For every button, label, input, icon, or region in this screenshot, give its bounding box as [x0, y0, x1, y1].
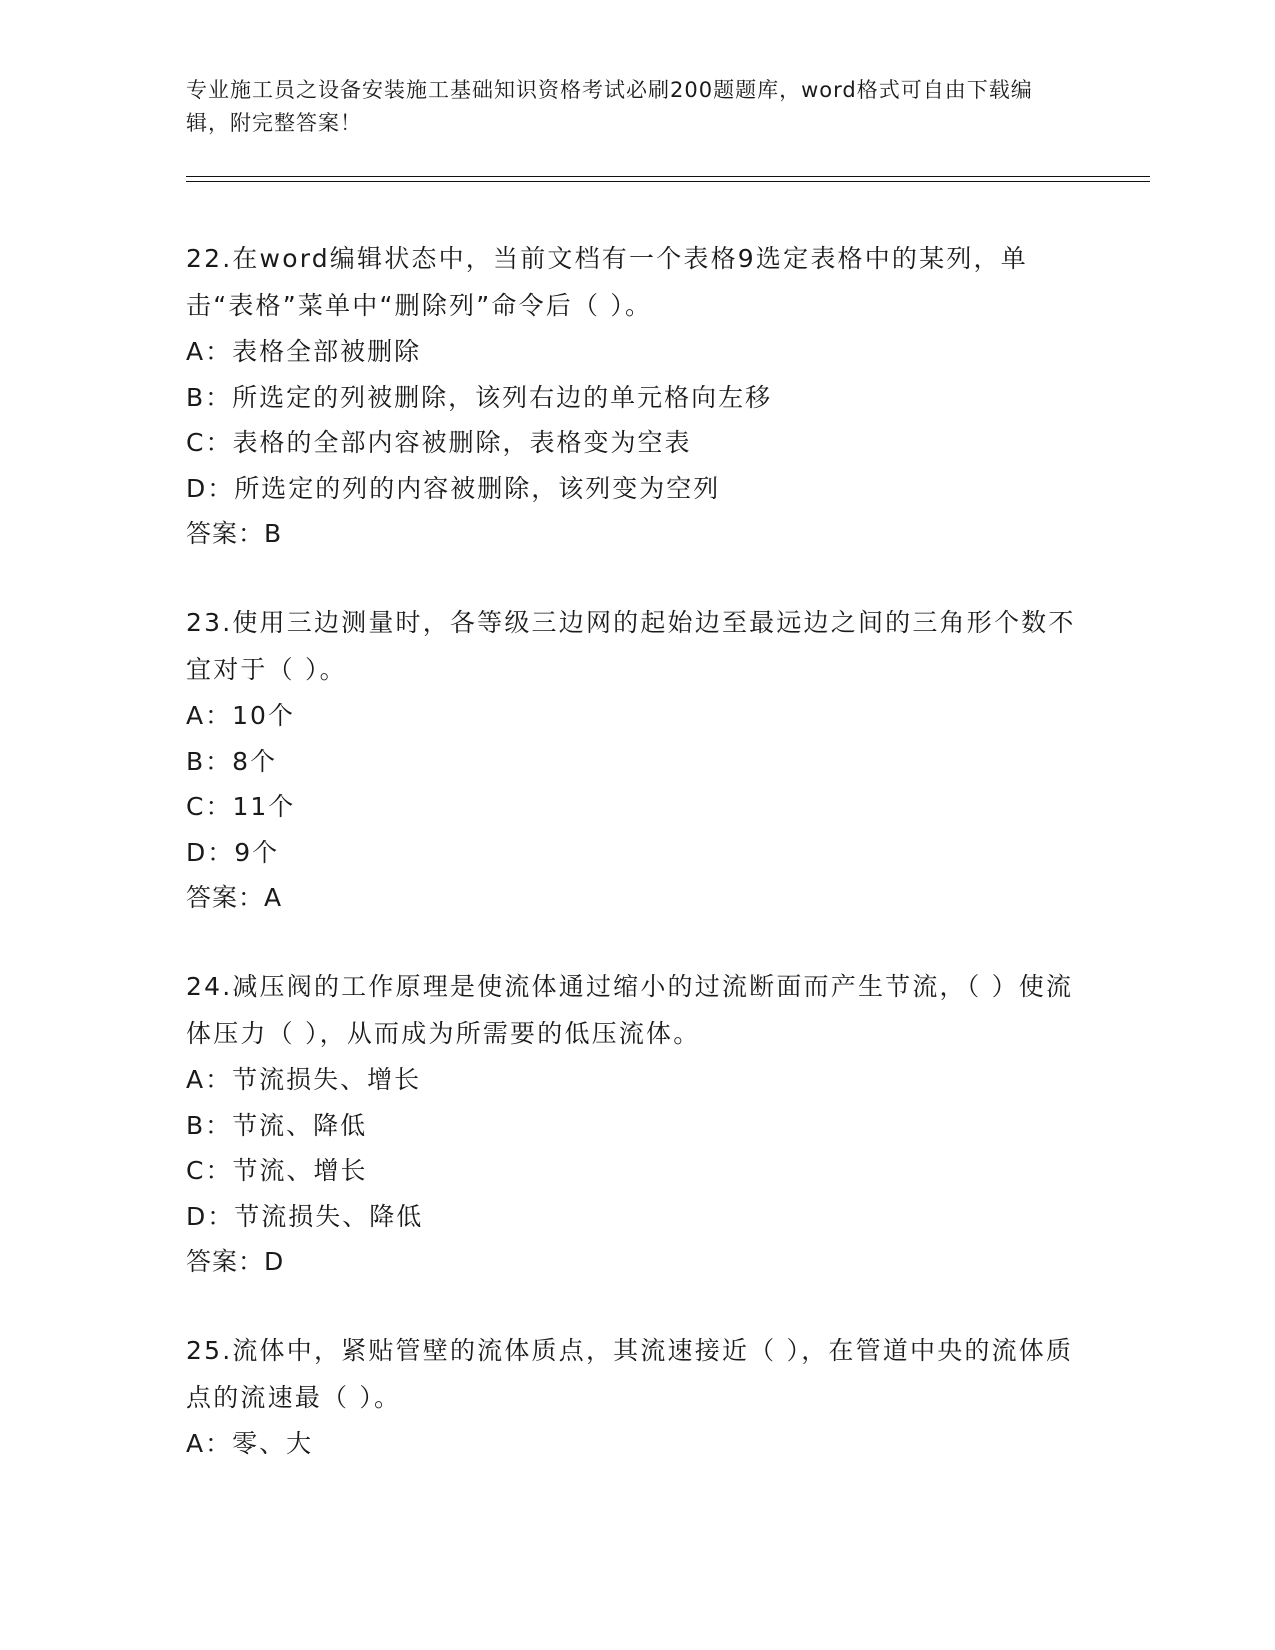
- option-b: B：所选定的列被删除，该列右边的单元格向左移: [186, 382, 773, 412]
- option-c: C：11个: [186, 792, 296, 821]
- header-text: 专业施工员之设备安装施工基础知识资格考试必刷200题题库，word格式可自由下载编辑，附完整答案！: [186, 78, 1033, 135]
- question-stem: 24.减压阀的工作原理是使流体通过缩小的过流断面而产生节流，（ ）使流体压力（ ），从而成为所需要的低压流体。: [186, 972, 1074, 1048]
- question-stem: 22.在word编辑状态中，当前文档有一个表格9选定表格中的某列，单击“表格”菜单中“删除列”命令后（ ）。: [186, 244, 1028, 320]
- question-stem: 25.流体中，紧贴管壁的流体质点，其流速接近（ ），在管道中央的流体质点的流速最（ ）。: [186, 1336, 1074, 1412]
- question-stem: 23.使用三边测量时，各等级三边网的起始边至最远边之间的三角形个数不宜对于（ ）。: [186, 608, 1076, 684]
- document-header: [186, 74, 1066, 140]
- answer-line: 答案：B: [186, 519, 283, 548]
- option-b: B：8个: [186, 746, 278, 776]
- answer-line: 答案：D: [186, 1247, 285, 1276]
- header-divider-bottom: [186, 181, 1150, 182]
- question-22: [186, 235, 1086, 557]
- question-24: [186, 963, 1086, 1285]
- question-23: [186, 599, 1086, 921]
- option-b: B：节流、降低: [186, 1110, 368, 1140]
- option-a: A：节流损失、增长: [186, 1065, 422, 1094]
- option-a: A：表格全部被删除: [186, 337, 422, 366]
- option-a: A：零、大: [186, 1429, 314, 1458]
- option-c: C：节流、增长: [186, 1156, 368, 1185]
- question-25: [186, 1327, 1086, 1467]
- answer-line: 答案：A: [186, 883, 283, 912]
- option-d: D：9个: [186, 837, 280, 867]
- option-d: D：节流损失、降低: [186, 1201, 424, 1231]
- option-d: D：所选定的列的内容被删除，该列变为空列: [186, 473, 721, 503]
- option-c: C：表格的全部内容被删除，表格变为空表: [186, 428, 692, 457]
- header-divider-top: [186, 176, 1150, 177]
- option-a: A：10个: [186, 701, 295, 730]
